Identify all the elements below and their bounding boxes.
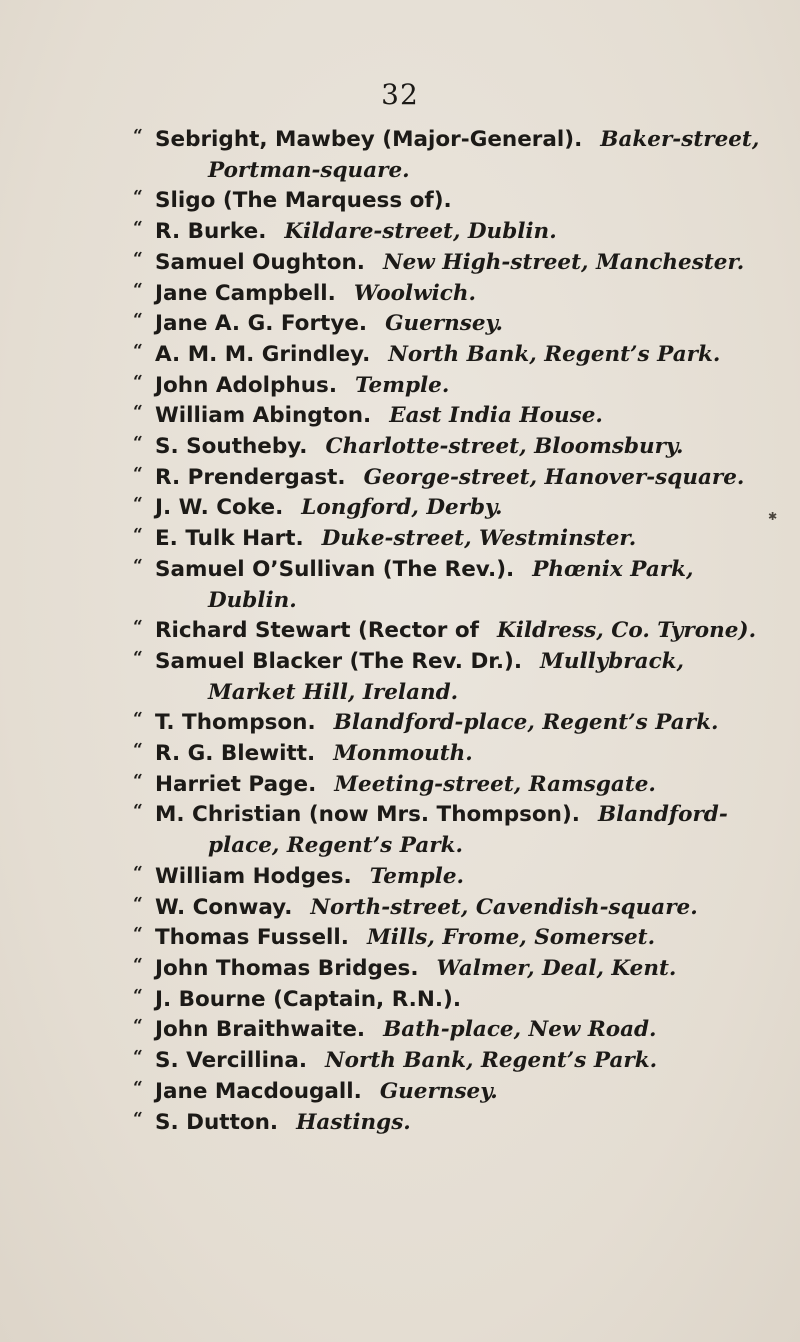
entry-name: Jane A. G. Fortye.: [155, 311, 368, 337]
quote-mark: “: [133, 187, 143, 208]
entry-name: S. Dutton.: [155, 1109, 279, 1135]
list-entry: [133, 1046, 785, 1077]
quote-mark: “: [133, 340, 143, 361]
list-entry: [133, 371, 785, 402]
entry-place: Mills, Frome, Somerset.: [366, 925, 656, 951]
quote-mark: “: [133, 218, 143, 239]
entry-place: Charlotte-street, Bloomsbury.: [325, 434, 684, 460]
quote-mark: “: [133, 555, 143, 576]
quote-mark: “: [133, 310, 143, 331]
entry-place: Guernsey.: [379, 1078, 498, 1104]
entry-place: George-street, Hanover-square.: [363, 464, 745, 490]
entry-name: Jane Macdougall.: [155, 1078, 362, 1104]
entry-name: Samuel Oughton.: [155, 249, 365, 275]
entry-place: Woolwich.: [353, 280, 476, 306]
entry-name: W. Conway.: [155, 894, 293, 920]
entry-name: S. Southeby.: [155, 434, 308, 460]
entry-name: Sligo (The Marquess of).: [155, 188, 452, 214]
entry-name: Samuel O’Sullivan (The Rev.).: [155, 556, 515, 582]
quote-mark: “: [133, 1108, 143, 1129]
list-entry: [133, 862, 785, 893]
list-entry: [133, 1077, 785, 1108]
subscriber-list: [0, 125, 800, 1138]
entry-place: Duke-street, Westminster.: [321, 526, 637, 552]
entry-place: Blandford-place, Regent’s Park.: [333, 710, 719, 736]
entry-name: R. Burke.: [155, 219, 267, 245]
entry-place: Walmer, Deal, Kent.: [436, 955, 677, 981]
list-entry: [133, 1108, 785, 1139]
quote-mark: “: [133, 1047, 143, 1068]
list-entry: [133, 217, 785, 248]
entry-place: Kildress, Co. Tyrone).: [497, 618, 757, 644]
quote-mark: “: [133, 893, 143, 914]
entry-name: William Abington.: [155, 403, 372, 429]
quote-mark: “: [133, 525, 143, 546]
quote-mark: “: [133, 617, 143, 638]
entry-place: Baker-street,: [600, 127, 760, 152]
entry-place-continued: place, Regent’s Park.: [208, 833, 463, 859]
entry-place: Bath-place, New Road.: [383, 1017, 657, 1043]
list-entry: [133, 340, 785, 371]
list-entry: [133, 555, 785, 616]
entry-place: Kildare-street, Dublin.: [284, 219, 557, 245]
entry-place: Temple.: [355, 372, 450, 398]
quote-mark: “: [133, 126, 143, 146]
list-entry: [133, 923, 785, 954]
list-entry: [133, 739, 785, 770]
quote-mark: “: [133, 801, 143, 822]
quote-mark: “: [133, 402, 143, 423]
list-entry: [133, 985, 785, 1016]
list-entry: [133, 401, 785, 432]
list-entry: [133, 248, 785, 279]
entry-name: John Braithwaite.: [155, 1017, 366, 1043]
quote-mark: “: [133, 647, 143, 668]
entry-name: R. Prendergast.: [155, 464, 346, 490]
entry-name: R. G. Blewitt.: [155, 741, 316, 767]
quote-mark: “: [133, 862, 143, 883]
list-entry: [133, 279, 785, 310]
quote-mark: “: [133, 433, 143, 454]
list-entry: [133, 524, 785, 555]
entry-name: A. M. M. Grindley.: [155, 341, 371, 367]
entry-name: J. Bourne (Captain, R.N.).: [155, 986, 461, 1012]
entry-place: Mullybrack,: [540, 648, 685, 674]
entry-name: Samuel Blacker (The Rev. Dr.).: [155, 648, 523, 674]
quote-mark: “: [133, 770, 143, 791]
quote-mark: “: [133, 1016, 143, 1037]
list-entry: [133, 186, 785, 217]
entry-name: Richard Stewart (Rector of: [155, 618, 480, 644]
quote-mark: “: [133, 954, 143, 975]
quote-mark: “: [133, 371, 143, 392]
list-entry: [133, 770, 785, 801]
quote-mark: “: [133, 463, 143, 484]
entry-name: John Adolphus.: [155, 372, 338, 398]
list-entry: [133, 432, 785, 463]
entry-place: Blandford-: [597, 802, 728, 828]
entry-name: John Thomas Bridges.: [155, 955, 419, 981]
list-entry: [133, 1015, 785, 1046]
entry-name: M. Christian (now Mrs. Thompson).: [155, 802, 580, 828]
list-entry: [133, 616, 785, 647]
entry-place: Temple.: [369, 863, 465, 889]
list-entry: [133, 954, 785, 985]
entry-name: T. Thompson.: [155, 710, 316, 736]
quote-mark: “: [133, 1077, 143, 1098]
stray-mark: ✱: [768, 510, 778, 523]
entry-name: Jane Campbell.: [155, 280, 336, 306]
entry-place-continued: Dublin.: [208, 587, 297, 613]
page-number: 32: [381, 78, 419, 111]
quote-mark: “: [133, 740, 143, 761]
quote-mark: “: [133, 709, 143, 730]
quote-mark: “: [133, 494, 143, 515]
entry-place: North Bank, Regent’s Park.: [325, 1048, 658, 1074]
quote-mark: “: [133, 985, 143, 1006]
entry-place-continued: Market Hill, Ireland.: [208, 679, 459, 705]
quote-mark: “: [133, 924, 143, 945]
quote-mark: “: [133, 279, 143, 300]
entry-place: Hastings.: [296, 1109, 411, 1135]
list-entry: [133, 708, 785, 739]
entry-name: Sebright, Mawbey (Major-General).: [155, 127, 583, 152]
quote-mark: “: [133, 248, 143, 269]
list-entry: [133, 463, 785, 494]
entry-place: Monmouth.: [333, 741, 473, 767]
entry-place: Phœnix Park,: [532, 556, 694, 582]
entry-place-continued: Portman-square.: [208, 157, 410, 183]
entry-name: William Hodges.: [155, 863, 352, 889]
entry-place: Guernsey.: [385, 311, 504, 337]
entry-name: E. Tulk Hart.: [155, 526, 304, 552]
entry-name: Harriet Page.: [155, 771, 317, 797]
list-entry: [133, 800, 785, 861]
entry-place: New High-street, Manchester.: [382, 249, 745, 275]
list-entry: [133, 125, 785, 186]
entry-place: North Bank, Regent’s Park.: [388, 341, 721, 367]
entry-place: Longford, Derby.: [301, 495, 503, 521]
list-entry: [133, 309, 785, 340]
entry-place: North-street, Cavendish-square.: [310, 894, 698, 920]
list-entry: [133, 647, 785, 708]
entry-name: Thomas Fussell.: [155, 925, 349, 951]
list-entry: [133, 893, 785, 924]
entry-name: S. Vercillina.: [155, 1048, 307, 1074]
entry-name: J. W. Coke.: [155, 495, 284, 521]
entry-place: Meeting-street, Ramsgate.: [334, 771, 656, 797]
list-entry: [133, 493, 785, 524]
entry-place: East India House.: [389, 403, 603, 429]
